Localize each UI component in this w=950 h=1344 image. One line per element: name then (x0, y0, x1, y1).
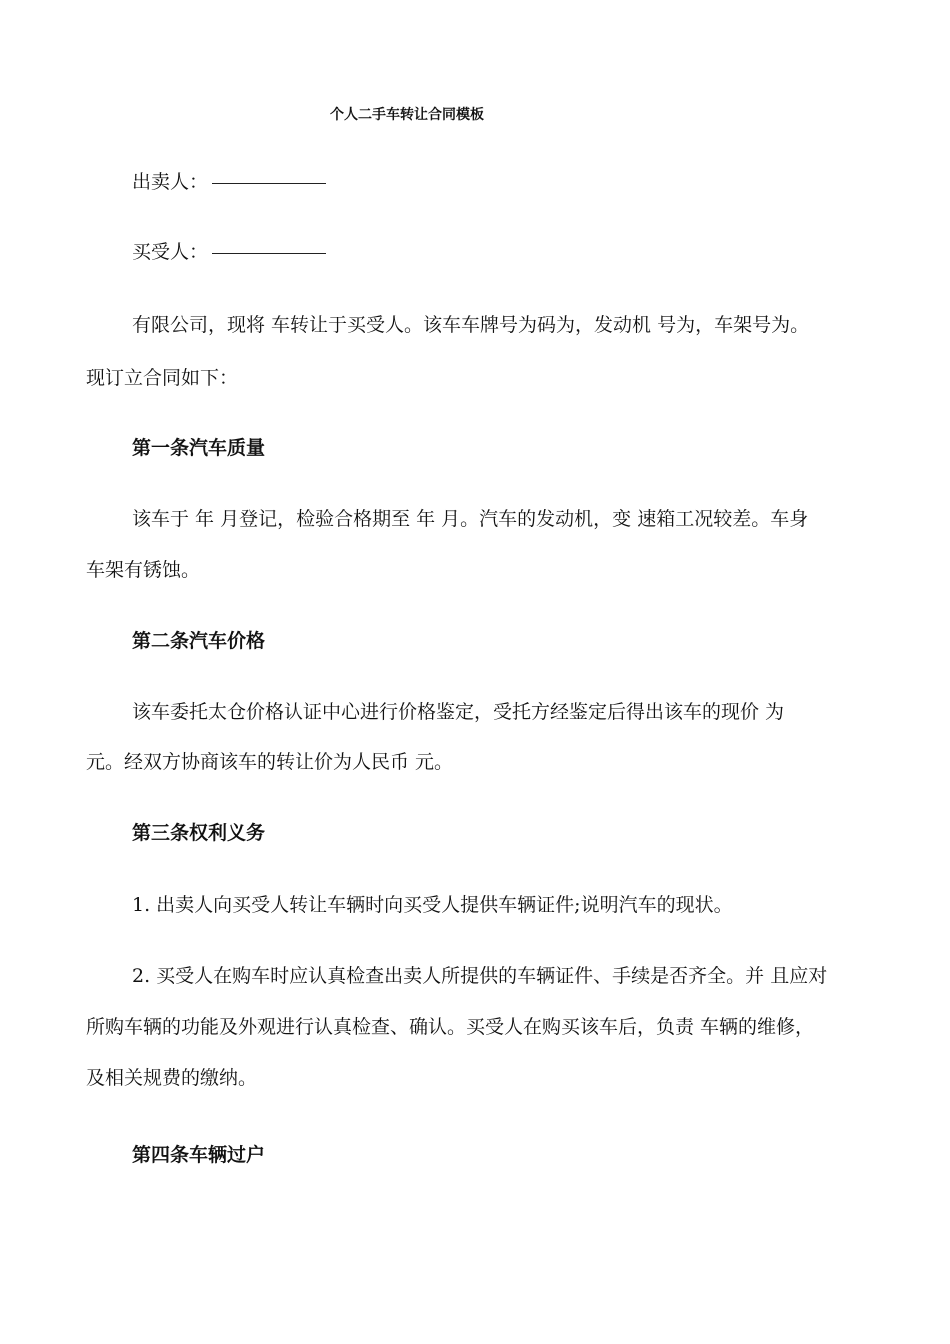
article-3-item-2-line-2: 所购车辆的功能及外观进行认真检查、确认。买受人在购买该车后，负责 车辆的维修， (86, 1016, 815, 1038)
article-1-heading: 第一条汽车质量 (132, 437, 266, 459)
buyer-field (132, 240, 326, 264)
seller-field (132, 170, 326, 194)
intro-line-1: 有限公司，现将 车转让于买受人。该车车牌号为码为，发动机 号为，车架号为。 (132, 314, 810, 336)
article-2-line-2: 元。经双方协商该车的转让价为人民币 元。 (86, 751, 454, 773)
article-2-heading: 第二条汽车价格 (132, 630, 266, 652)
buyer-blank-line (212, 253, 326, 254)
intro-line-2: 现订立合同如下： (86, 367, 239, 389)
article-4-heading: 第四条车辆过户 (132, 1144, 266, 1166)
article-3-item-2-line-1: 2. 买受人在购车时应认真检查出卖人所提供的车辆证件、手续是否齐全。并 且应对 (132, 965, 828, 987)
article-1-line-1: 该车于 年 月登记，检验合格期至 年 月。汽车的发动机，变 速箱工况较差。车身 (132, 508, 809, 530)
seller-blank-line (212, 183, 326, 184)
article-2-line-1: 该车委托太仓价格认证中心进行价格鉴定，受托方经鉴定后得出该车的现价 为 (132, 701, 785, 723)
buyer-label: 买受人： (132, 241, 209, 263)
article-1-line-2: 车架有锈蚀。 (86, 559, 201, 581)
article-3-item-2-line-3: 及相关规费的缴纳。 (86, 1067, 258, 1089)
seller-label: 出卖人： (132, 171, 209, 193)
article-3-heading: 第三条权利义务 (132, 822, 266, 844)
article-3-item-1: 1. 出卖人向买受人转让车辆时向买受人提供车辆证件;说明汽车的现状。 (132, 894, 733, 916)
document-title: 个人二手车转让合同模板 (330, 107, 484, 123)
